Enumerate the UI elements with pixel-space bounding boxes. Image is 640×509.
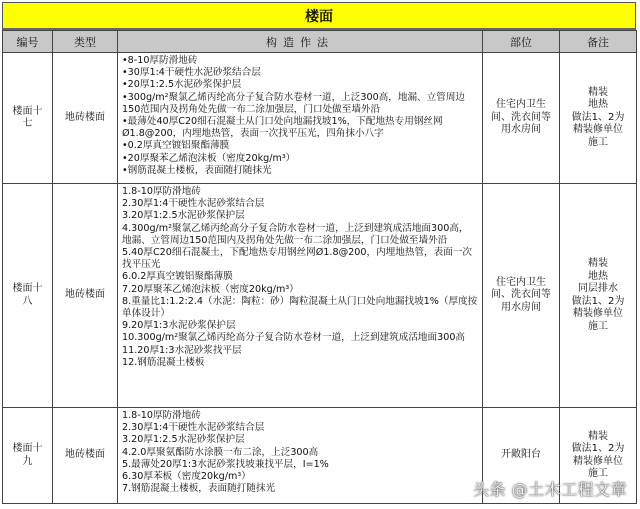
method-step: 2.30厚1:4干硬性水泥砂浆结合层 xyxy=(122,422,265,434)
method-step: •30厚1:4干硬性水泥砂浆结合层 xyxy=(122,67,261,79)
col-header-type: 类型 xyxy=(53,31,118,53)
row-location: 住宅内卫生间、洗衣间等用水房间 xyxy=(483,53,560,184)
watermark: 头条 @土木工程文章 xyxy=(473,480,628,499)
method-step: •0.2厚真空镀铝聚酯薄膜 xyxy=(122,140,230,152)
row-remark: 精装 做法1、2为 精装修单位 施工 xyxy=(560,408,637,504)
table-row xyxy=(3,53,637,184)
method-step: 9.20厚1:3水泥砂浆保护层 xyxy=(122,320,236,332)
method-step: 1.8-10厚防滑地砖 xyxy=(122,410,201,421)
row-method xyxy=(118,408,483,504)
method-step: •20厚聚苯乙烯泡沫板（密度20kg/m³） xyxy=(122,152,296,164)
method-step: 4.300g/m²聚氯乙烯丙纶高分子复合防水卷材一道，上泛到建筑成活地面300高，地漏、立管周边150范围内及拐角处先做一布二涂加强层，门口处做至墙外沿 xyxy=(122,222,469,246)
row-method xyxy=(118,53,483,184)
method-step: •8-10厚防滑地砖 xyxy=(122,55,198,66)
method-step: 6.30厚苯板（密度20kg/m³） xyxy=(122,471,251,483)
col-header-id: 编号 xyxy=(3,31,53,53)
row-remark: 精装 地热 同层排水 做法1、2为 精装修单位 施工 xyxy=(560,184,637,408)
method-step: 5.40厚C20细石混凝土，下配地热专用钢丝网Ø1.8@200，内埋地热管，表面一次找平压光 xyxy=(122,247,473,271)
row-remark: 精装 地热 做法1、2为 精装修单位 施工 xyxy=(560,53,637,184)
method-step: •300g/m²聚氯乙烯丙纶高分子复合防水卷材一道，上泛300高，地漏、立管周边150范围内及拐角处先做一布二涂加强层，门口处做至墙外沿 xyxy=(122,91,466,115)
table-row xyxy=(3,184,637,408)
floor-spec-table xyxy=(2,30,637,504)
method-step: 8.重量比1:1.2:2.4（水泥：陶粒：砂）陶粒混凝土从门口处向地漏找坡1%（厚度按单体设计） xyxy=(122,295,478,320)
method-step: •最薄处40厚C20细石混凝土从门口处向地漏找坡1%，下配地热专用钢丝网Ø1.8@200，内埋地热管，表面一次找平压光，四角抹小八字 xyxy=(122,116,443,140)
row-method xyxy=(118,184,483,408)
header-row xyxy=(3,31,637,53)
method-step: 3.20厚1:2.5水泥砂浆保护层 xyxy=(122,434,245,446)
method-step: 4.2.0厚聚氨酯防水涂膜一布二涂，上泛300高 xyxy=(122,446,319,458)
method-step: 12.钢筋混凝土楼板 xyxy=(122,356,205,368)
method-step: 3.20厚1:2.5水泥砂浆保护层 xyxy=(122,210,245,222)
row-location: 开敞阳台 xyxy=(483,408,560,504)
col-header-method: 构造作法 xyxy=(118,31,483,53)
method-step: 7.钢筋混凝土楼板，表面随打随抹光 xyxy=(122,483,276,495)
method-step: •钢筋混凝土楼板，表面随打随抹光 xyxy=(122,164,272,176)
row-type: 地砖楼面 xyxy=(53,53,118,184)
method-step: 6.0.2厚真空镀铝聚酯薄膜 xyxy=(122,271,233,283)
row-location: 住宅内卫生间、洗衣间等用水房间 xyxy=(483,184,560,408)
row-id: 楼面十七 xyxy=(3,53,53,184)
method-step: 7.20厚聚苯乙烯泡沫板（密度20kg/m³） xyxy=(122,283,299,295)
row-id: 楼面十八 xyxy=(3,184,53,408)
row-type: 地砖楼面 xyxy=(53,408,118,504)
col-header-location: 部位 xyxy=(483,31,560,53)
method-step: 2.30厚1:4干硬性水泥砂浆结合层 xyxy=(122,198,265,210)
col-header-remark: 备注 xyxy=(560,31,637,53)
row-type: 地砖楼面 xyxy=(53,184,118,408)
method-step: 11.20厚1:3水泥砂浆找平层 xyxy=(122,344,242,356)
floor-spec-sheet xyxy=(2,2,636,504)
table-title: 楼面 xyxy=(2,2,636,30)
method-step: 10.300g/m²聚氯乙烯丙纶高分子复合防水卷材一道，上泛到建筑成活地面300高 xyxy=(122,332,466,344)
method-step: 1.8-10厚防滑地砖 xyxy=(122,186,201,197)
method-step: 5.最薄处20厚1:3水泥砂浆找坡兼找平层，I=1% xyxy=(122,458,329,470)
method-step: •20厚1:2.5水泥砂浆保护层 xyxy=(122,79,242,91)
row-id: 楼面十九 xyxy=(3,408,53,504)
